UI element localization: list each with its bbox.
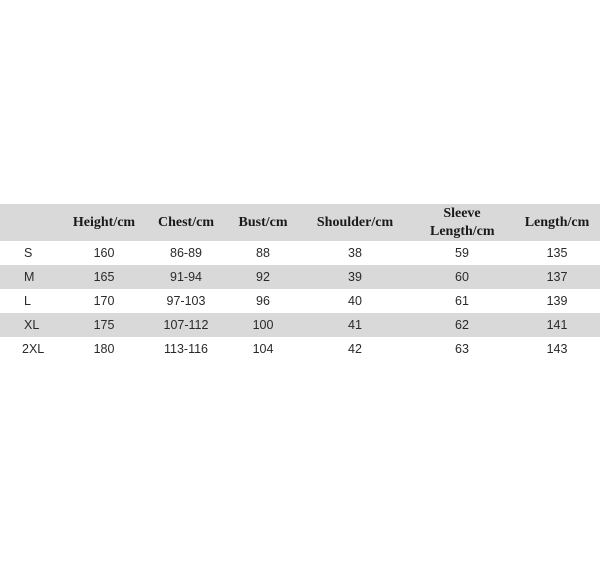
bust-cell: 100: [226, 313, 300, 337]
table-row: [0, 337, 600, 361]
header-height: Height/cm: [62, 204, 146, 241]
chest-cell: 113-116: [163, 342, 209, 356]
sleeve-cell: 59: [455, 246, 469, 260]
bust-cell: 92: [226, 265, 300, 289]
shoulder-cell: 39: [300, 265, 410, 289]
header-sleeve-length: Sleeve Length/cm: [410, 204, 514, 241]
shoulder-cell: 40: [348, 294, 362, 308]
length-cell: 143: [546, 342, 568, 356]
length-cell: 135: [546, 246, 568, 260]
sleeve-cell: 60: [410, 265, 514, 289]
header-size: [0, 204, 62, 241]
sleeve-cell: 61: [455, 294, 469, 308]
length-cell: 141: [514, 313, 600, 337]
chest-cell: 97-103: [166, 294, 206, 308]
sleeve-cell: 62: [410, 313, 514, 337]
height-cell: 175: [62, 313, 146, 337]
table-row: [0, 289, 600, 313]
header-bust: Bust/cm: [226, 204, 300, 241]
height-cell: 165: [62, 265, 146, 289]
header-chest: Chest/cm: [146, 204, 226, 241]
chest-cell: 91-94: [146, 265, 226, 289]
header-length: Length/cm: [514, 204, 600, 241]
shoulder-cell: 38: [348, 246, 362, 260]
table-row: [0, 265, 600, 289]
size-cell: XL: [0, 313, 62, 337]
table-row: [0, 241, 600, 265]
height-cell: 170: [93, 294, 115, 308]
size-cell: 2XL: [22, 342, 45, 356]
table-header-row: [0, 204, 600, 241]
bust-cell: 104: [252, 342, 274, 356]
height-cell: 160: [93, 246, 115, 260]
header-shoulder: Shoulder/cm: [300, 204, 410, 241]
bust-cell: 96: [256, 294, 270, 308]
size-cell: L: [24, 294, 31, 308]
chest-cell: 107-112: [146, 313, 226, 337]
sleeve-cell: 63: [455, 342, 469, 356]
bust-cell: 88: [256, 246, 270, 260]
shoulder-cell: 42: [348, 342, 362, 356]
length-cell: 137: [514, 265, 600, 289]
size-chart-table: [0, 204, 600, 361]
shoulder-cell: 41: [300, 313, 410, 337]
size-cell: M: [0, 265, 62, 289]
length-cell: 139: [546, 294, 568, 308]
size-cell: S: [24, 246, 33, 260]
table-row: [0, 313, 600, 337]
chest-cell: 86-89: [170, 246, 202, 260]
height-cell: 180: [93, 342, 115, 356]
